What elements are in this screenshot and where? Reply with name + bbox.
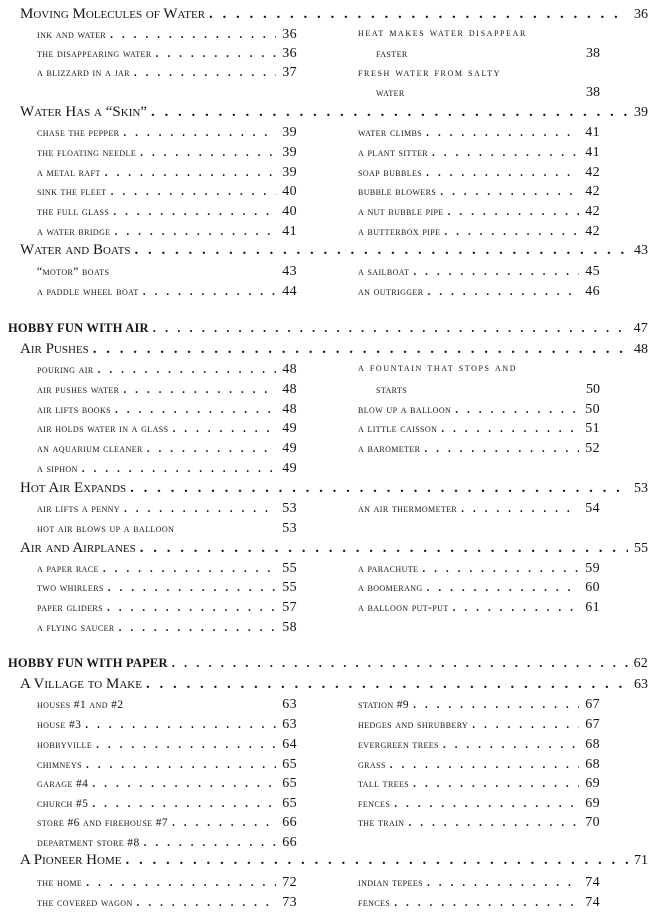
- section-title: Air Pushes: [20, 341, 89, 357]
- dot-leader: [123, 127, 276, 139]
- dot-leader: [119, 622, 277, 634]
- entry-label: the covered wagon: [37, 897, 133, 909]
- entry-label: evergreen trees: [358, 739, 439, 751]
- section-heading: [20, 104, 648, 121]
- toc-entry: [37, 580, 297, 596]
- entry-label: a flying saucer: [37, 622, 115, 634]
- entry-label: a parachute: [358, 563, 419, 575]
- section-heading: [20, 6, 648, 23]
- entry-page: 42: [585, 184, 600, 199]
- toc-entry: [37, 521, 297, 537]
- entry-label: department store #8: [37, 837, 140, 849]
- section-heading: [20, 242, 648, 259]
- entry-label: ink and water: [37, 29, 107, 41]
- toc-entry: [37, 362, 297, 378]
- entry-page: 73: [282, 895, 297, 910]
- toc-entry: [37, 697, 297, 713]
- entry-page: 68: [585, 737, 600, 752]
- dot-leader: [422, 563, 579, 575]
- entry-label: an air thermometer: [358, 503, 458, 515]
- dot-leader: [143, 286, 276, 298]
- entry-label: a little caisson: [358, 423, 438, 435]
- entry-label: an aquarium cleaner: [37, 443, 143, 455]
- toc-entry: [37, 620, 297, 636]
- toc-entry: [37, 421, 297, 437]
- entry-page: 36: [282, 46, 297, 61]
- entry-page: 48: [282, 362, 297, 377]
- entry-page: 74: [585, 875, 600, 890]
- dot-leader: [82, 463, 276, 475]
- toc-entry: [358, 145, 600, 161]
- dot-leader: [413, 778, 579, 790]
- entry-page: 39: [282, 145, 297, 160]
- section-heading: [20, 676, 648, 693]
- toc-entry: [37, 264, 297, 280]
- entry-page: 37: [282, 65, 297, 80]
- toc-entry: [358, 165, 600, 181]
- toc-entry: [37, 284, 297, 300]
- entry-page: 65: [282, 796, 297, 811]
- entry-label: paper gliders: [37, 602, 104, 614]
- section-heading: [20, 341, 648, 358]
- entry-label: a sailboat: [358, 266, 410, 278]
- toc-entry: [358, 815, 600, 831]
- toc-entry: [37, 815, 297, 831]
- toc-entry: [358, 757, 600, 773]
- section-title: Water Has a “Skin”: [20, 104, 147, 120]
- entry-label: a butterbox pipe: [358, 226, 441, 238]
- entry-page: 65: [282, 757, 297, 772]
- toc-entry: [358, 875, 600, 891]
- section-title: A Village to Make: [20, 676, 142, 692]
- toc-entry: [37, 895, 297, 911]
- entry-page: 57: [282, 600, 297, 615]
- dot-leader: [472, 719, 579, 731]
- entry-label: air lifts a penny: [37, 503, 120, 515]
- entry-page: 49: [282, 461, 297, 476]
- toc-entry: [37, 757, 297, 773]
- entry-label: the train: [358, 817, 405, 829]
- entry-label: chase the pepper: [37, 127, 120, 139]
- entry-page: 63: [282, 717, 297, 732]
- entry-label: a paper race: [37, 563, 99, 575]
- dot-leader: [105, 167, 277, 179]
- toc-entry: [37, 441, 297, 457]
- entry-label: a water bridge: [37, 226, 111, 238]
- toc-entry-line2: [376, 382, 600, 398]
- dot-leader: [108, 582, 276, 594]
- dot-leader: [443, 739, 579, 751]
- dot-leader: [124, 503, 276, 515]
- entry-page: 40: [282, 204, 297, 219]
- page-number: 71: [634, 853, 648, 868]
- dot-leader: [111, 186, 277, 198]
- toc-entry: [37, 184, 297, 200]
- toc-entry: [358, 737, 600, 753]
- entry-page: 38: [586, 85, 600, 100]
- entry-label: the full glass: [37, 206, 110, 218]
- entry-page: 42: [585, 204, 600, 219]
- section-title: Water and Boats: [20, 242, 131, 258]
- dot-leader: [461, 503, 579, 515]
- toc-entry: [358, 717, 600, 733]
- section-heading: [20, 480, 648, 497]
- entry-page: 45: [585, 264, 600, 279]
- toc-entry: [37, 561, 297, 577]
- dot-leader: [134, 67, 276, 79]
- toc-entry: [358, 697, 600, 713]
- dot-leader: [453, 602, 580, 614]
- toc-entry: [358, 264, 600, 280]
- toc-entry: [37, 125, 297, 141]
- entry-page: 69: [585, 796, 600, 811]
- entry-page: 66: [282, 815, 297, 830]
- dot-leader: [130, 480, 628, 497]
- entry-page: 54: [585, 501, 600, 516]
- dot-leader: [110, 29, 276, 41]
- entry-label: store #6 and firehouse #7: [37, 817, 169, 829]
- entry-page: 67: [585, 717, 600, 732]
- section-title: Hot Air Expands: [20, 480, 127, 496]
- entry-label: chimneys: [37, 759, 82, 771]
- entry-page: 52: [585, 441, 600, 456]
- dot-leader: [427, 877, 579, 889]
- entry-label: a siphon: [37, 463, 78, 475]
- entry-label: water climbs: [358, 127, 423, 139]
- toc-entry: [37, 402, 297, 418]
- entry-page: 64: [282, 737, 297, 752]
- dot-leader: [444, 226, 579, 238]
- entry-page: 53: [282, 521, 297, 536]
- entry-page: 70: [585, 815, 600, 830]
- dot-leader: [103, 563, 276, 575]
- entry-label: grass: [358, 759, 386, 771]
- entry-page: 42: [585, 224, 600, 239]
- dot-leader: [113, 206, 276, 218]
- entry-page: 53: [282, 501, 297, 516]
- toc-entry: [37, 776, 297, 792]
- entry-page: 65: [282, 776, 297, 791]
- entry-page: 63: [282, 697, 297, 712]
- toc-entry: [37, 461, 297, 477]
- toc-entry: [358, 501, 600, 517]
- section-title: Air and Airplanes: [20, 540, 136, 556]
- dot-leader: [156, 48, 277, 60]
- dot-leader: [394, 897, 579, 909]
- entry-page: 50: [585, 402, 600, 417]
- entry-label: houses #1 and #2: [37, 699, 124, 711]
- toc-entry: [358, 125, 600, 141]
- entry-label: a plant sitter: [358, 147, 429, 159]
- entry-label: air holds water in a glass: [37, 423, 169, 435]
- entry-page: 49: [282, 421, 297, 436]
- entry-label: hedges and shrubbery: [358, 719, 469, 731]
- entry-label: “motor” boats: [37, 266, 110, 278]
- dot-leader: [93, 341, 628, 358]
- dot-leader: [85, 719, 276, 731]
- dot-leader: [140, 147, 276, 159]
- entry-label: the floating needle: [37, 147, 137, 159]
- toc-entry: [358, 204, 600, 220]
- part-heading: [8, 321, 648, 337]
- dot-leader: [440, 186, 579, 198]
- entry-label: house #3: [37, 719, 82, 731]
- toc-entry: [37, 717, 297, 733]
- page-number: 62: [633, 656, 648, 671]
- entry-label: an outrigger: [358, 286, 424, 298]
- entry-label: a paddle wheel boat: [37, 286, 139, 298]
- entry-page: 48: [282, 402, 297, 417]
- part-heading: [8, 656, 648, 672]
- entry-page: 36: [282, 27, 297, 42]
- dot-leader: [96, 739, 276, 751]
- entry-page: 69: [585, 776, 600, 791]
- toc-entry: [358, 224, 600, 240]
- entry-page: 48: [282, 382, 297, 397]
- entry-page: 66: [282, 835, 297, 850]
- dot-leader: [151, 104, 628, 121]
- dot-leader: [115, 226, 277, 238]
- entry-label: the home: [37, 877, 83, 889]
- page-number: 36: [634, 7, 648, 22]
- toc-entry: [358, 776, 600, 792]
- dot-leader: [125, 852, 628, 869]
- toc-entry: [37, 737, 297, 753]
- entry-page: 38: [586, 46, 600, 61]
- entry-page: 43: [282, 264, 297, 279]
- entry-page: 55: [282, 561, 297, 576]
- entry-page: 74: [585, 895, 600, 910]
- dot-leader: [98, 364, 277, 376]
- toc-entry-line1: fresh water from salty: [358, 67, 502, 79]
- entry-page: 41: [585, 145, 600, 160]
- dot-leader: [172, 817, 276, 829]
- toc-entry: [358, 421, 600, 437]
- toc-entry: [37, 835, 297, 851]
- page-number: 47: [633, 321, 648, 336]
- toc-entry: [358, 284, 600, 300]
- entry-label: air pushes water: [37, 384, 120, 396]
- dot-leader: [147, 443, 276, 455]
- dot-leader: [427, 286, 579, 298]
- entry-label: church #5: [37, 798, 89, 810]
- dot-leader: [209, 6, 628, 23]
- dot-leader: [172, 656, 628, 671]
- dot-leader: [432, 147, 579, 159]
- entry-page: 39: [282, 125, 297, 140]
- entry-page: 44: [282, 284, 297, 299]
- toc-entry: [37, 224, 297, 240]
- toc-entry-line1: heat makes water disappear: [358, 27, 527, 39]
- page-number: 55: [634, 541, 648, 556]
- entry-label: the disappearing water: [37, 48, 152, 60]
- entry-label: faster: [376, 48, 408, 60]
- dot-leader: [172, 423, 276, 435]
- entry-label: a metal raft: [37, 167, 101, 179]
- entry-page: 50: [586, 382, 600, 397]
- dot-leader: [424, 443, 579, 455]
- entry-label: fences: [358, 897, 391, 909]
- entry-label: blow up a balloon: [358, 404, 452, 416]
- dot-leader: [86, 877, 276, 889]
- section-title: A Pioneer Home: [20, 852, 122, 868]
- part-title: HOBBY FUN WITH PAPER: [8, 656, 168, 670]
- dot-leader: [86, 759, 276, 771]
- toc-entry: [37, 165, 297, 181]
- dot-leader: [448, 206, 580, 218]
- entry-label: hot air blows up a balloon: [37, 523, 175, 535]
- dot-leader: [426, 127, 579, 139]
- entry-label: two whirlers: [37, 582, 104, 594]
- toc-entry-line2: [376, 46, 600, 62]
- section-heading: [20, 852, 648, 869]
- toc-entry: [358, 184, 600, 200]
- entry-label: bubble blowers: [358, 186, 437, 198]
- toc-entry: [358, 895, 600, 911]
- entry-page: 58: [282, 620, 297, 635]
- entry-page: 40: [282, 184, 297, 199]
- entry-page: 60: [585, 580, 600, 595]
- toc-entry: [37, 145, 297, 161]
- entry-label: a barometer: [358, 443, 421, 455]
- toc-entry-line1: a fountain that stops and: [358, 362, 518, 374]
- dot-leader: [92, 798, 276, 810]
- toc-entry: [358, 402, 600, 418]
- dot-leader: [135, 242, 629, 259]
- toc-entry: [358, 561, 600, 577]
- toc-entry: [37, 501, 297, 517]
- entry-page: 72: [282, 875, 297, 890]
- toc-entry: [37, 65, 297, 81]
- entry-label: garage #4: [37, 778, 89, 790]
- entry-label: sink the fleet: [37, 186, 107, 198]
- dot-leader: [426, 167, 579, 179]
- part-title: HOBBY FUN WITH AIR: [8, 321, 149, 335]
- entry-label: air lifts books: [37, 404, 111, 416]
- dot-leader: [140, 540, 628, 557]
- dot-leader: [390, 759, 579, 771]
- dot-leader: [144, 837, 277, 849]
- entry-label: water: [376, 87, 405, 99]
- page-number: 53: [634, 481, 648, 496]
- entry-page: 68: [585, 757, 600, 772]
- toc-entry: [358, 796, 600, 812]
- toc-entry-line2: [376, 85, 600, 101]
- page-number: 63: [634, 677, 648, 692]
- toc-entry: [358, 600, 600, 616]
- entry-label: indian tepees: [358, 877, 423, 889]
- entry-label: a nut bubble pipe: [358, 206, 444, 218]
- entry-page: 67: [585, 697, 600, 712]
- page-number: 39: [634, 105, 648, 120]
- dot-leader: [394, 798, 579, 810]
- dot-leader: [123, 384, 276, 396]
- entry-label: a boomerang: [358, 582, 423, 594]
- entry-page: 41: [282, 224, 297, 239]
- dot-leader: [146, 676, 628, 693]
- toc-entry: [37, 27, 297, 43]
- entry-label: station #9: [358, 699, 410, 711]
- dot-leader: [408, 817, 579, 829]
- entry-page: 46: [585, 284, 600, 299]
- entry-page: 41: [585, 125, 600, 140]
- entry-label: hobbyville: [37, 739, 93, 751]
- dot-leader: [413, 699, 579, 711]
- entry-page: 51: [585, 421, 600, 436]
- toc-entry: [358, 441, 600, 457]
- entry-label: pouring air: [37, 364, 94, 376]
- entry-page: 39: [282, 165, 297, 180]
- section-heading: [20, 540, 648, 557]
- entry-page: 59: [585, 561, 600, 576]
- entry-page: 49: [282, 441, 297, 456]
- dot-leader: [427, 582, 580, 594]
- toc-entry: [37, 204, 297, 220]
- toc-entry: [37, 600, 297, 616]
- page-number: 43: [634, 243, 648, 258]
- dot-leader: [92, 778, 276, 790]
- entry-label: starts: [376, 384, 408, 396]
- entry-label: fences: [358, 798, 391, 810]
- dot-leader: [107, 602, 276, 614]
- page-number: 48: [634, 342, 648, 357]
- dot-leader: [115, 404, 276, 416]
- dot-leader: [153, 321, 628, 336]
- entry-page: 42: [585, 165, 600, 180]
- toc-entry: [37, 875, 297, 891]
- entry-page: 55: [282, 580, 297, 595]
- dot-leader: [441, 423, 579, 435]
- toc-entry: [358, 580, 600, 596]
- toc-entry: [37, 46, 297, 62]
- entry-label: tall trees: [358, 778, 410, 790]
- entry-label: a balloon put-put: [358, 602, 449, 614]
- toc-entry: [37, 796, 297, 812]
- entry-label: a blizzard in a jar: [37, 67, 130, 79]
- dot-leader: [455, 404, 579, 416]
- entry-label: soap bubbles: [358, 167, 423, 179]
- dot-leader: [137, 897, 277, 909]
- entry-page: 61: [585, 600, 600, 615]
- toc-entry: [37, 382, 297, 398]
- dot-leader: [413, 266, 579, 278]
- section-title: Moving Molecules of Water: [20, 6, 206, 22]
